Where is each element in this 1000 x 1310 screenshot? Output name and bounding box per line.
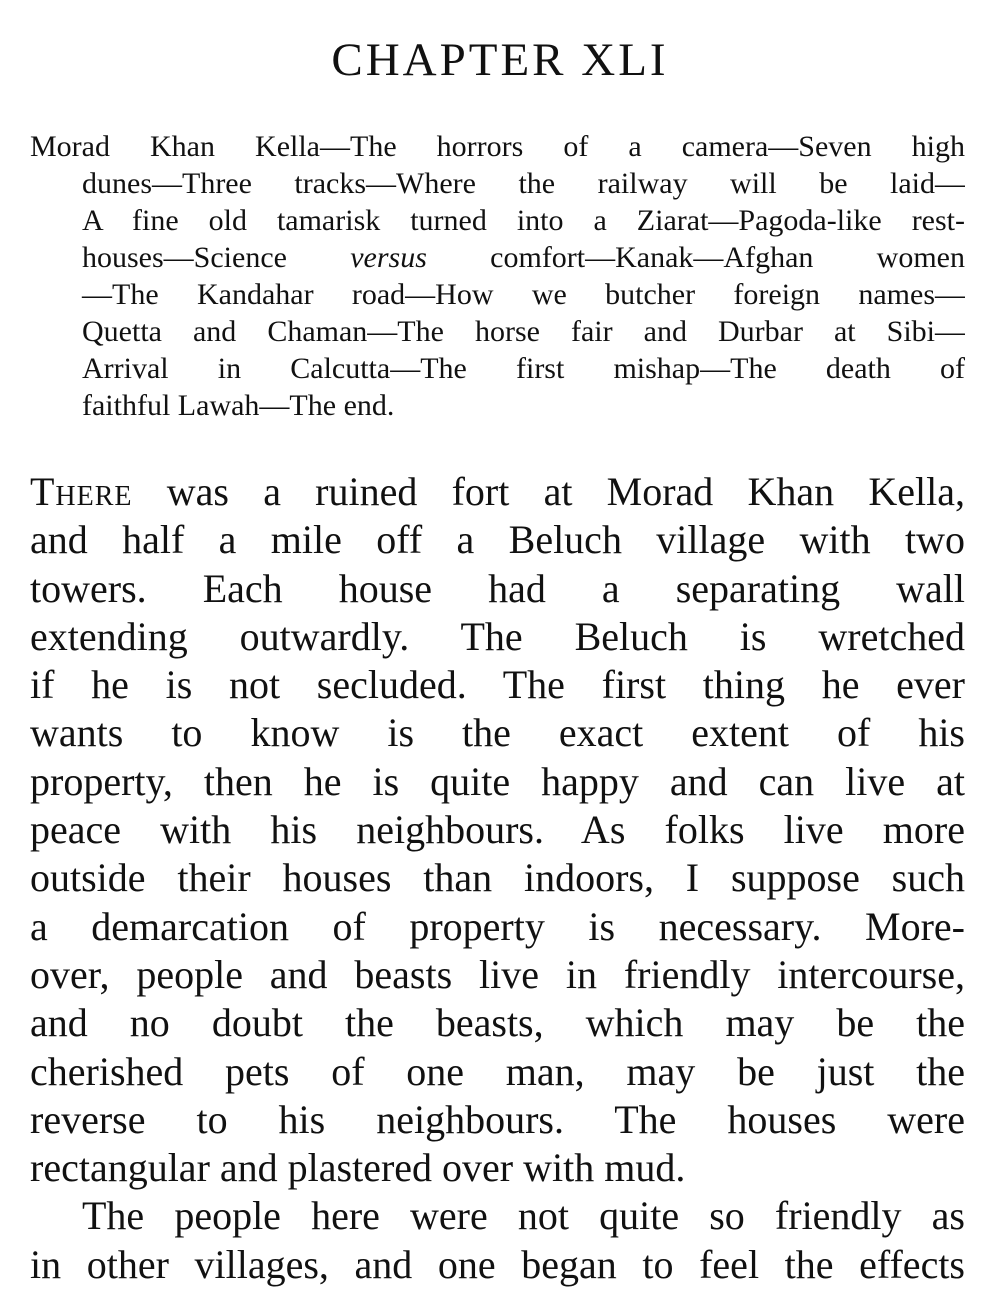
body-text	[30, 468, 965, 1289]
paragraph-line: in other villages, and one began to feel the effects	[30, 1241, 965, 1287]
synopsis-line: dunes—Three tracks—Where the railway will be laid—	[82, 167, 965, 200]
synopsis-line: Quetta and Chaman—The horse fair and Durbar at Sibi—	[82, 315, 965, 348]
synopsis-line: Morad Khan Kella—The horrors of a camera—Seven high	[30, 130, 965, 163]
paragraph-line: outside their houses than indoors, I suppose such	[30, 855, 965, 901]
paragraph-line: The people here were not quite so friendly as	[82, 1193, 965, 1239]
synopsis-text: houses—Science	[82, 241, 351, 274]
synopsis-italic-word: versus	[350, 241, 427, 274]
synopsis-line: —The Kandahar road—How we butcher foreign names—	[82, 278, 965, 311]
paragraph-line: a demarcation of property is necessary. More-	[30, 903, 965, 949]
paragraph-line: cherished pets of one man, may be just the	[30, 1048, 965, 1094]
paragraph-line: and no doubt the beasts, which may be the	[30, 1000, 965, 1046]
paragraph-line: rectangular and plastered over with mud.	[30, 1145, 686, 1191]
paragraph-line: wants to know is the exact extent of his	[30, 710, 965, 756]
synopsis-text: comfort—Kanak—Afghan women	[426, 241, 965, 274]
synopsis-line	[30, 239, 965, 276]
paragraph-text: was a ruined fort at Morad Khan Kella,	[132, 469, 965, 514]
paragraph-line: extending outwardly. The Beluch is wretched	[30, 613, 965, 659]
paragraph-line: towers. Each house had a separating wall	[30, 565, 965, 611]
opening-word: There	[30, 469, 133, 514]
paragraph-line	[30, 468, 965, 516]
paragraph-line: if he is not secluded. The first thing he ever	[30, 662, 965, 708]
chapter-synopsis	[30, 128, 965, 424]
paragraph-line: property, then he is quite happy and can live at	[30, 758, 965, 804]
chapter-title: CHAPTER XLI	[331, 34, 669, 86]
synopsis-line: faithful Lawah—The end.	[82, 389, 395, 422]
paragraph-line: and half a mile off a Beluch village with two	[30, 517, 965, 563]
synopsis-line: Arrival in Calcutta—The first mishap—The death of	[82, 352, 965, 385]
synopsis-line: A fine old tamarisk turned into a Ziarat—Pagoda-like rest-	[82, 204, 965, 237]
paragraph-line: peace with his neighbours. As folks live more	[30, 807, 965, 853]
paragraph-line: reverse to his neighbours. The houses were	[30, 1096, 965, 1142]
paragraph-line: over, people and beasts live in friendly intercourse,	[30, 951, 965, 997]
